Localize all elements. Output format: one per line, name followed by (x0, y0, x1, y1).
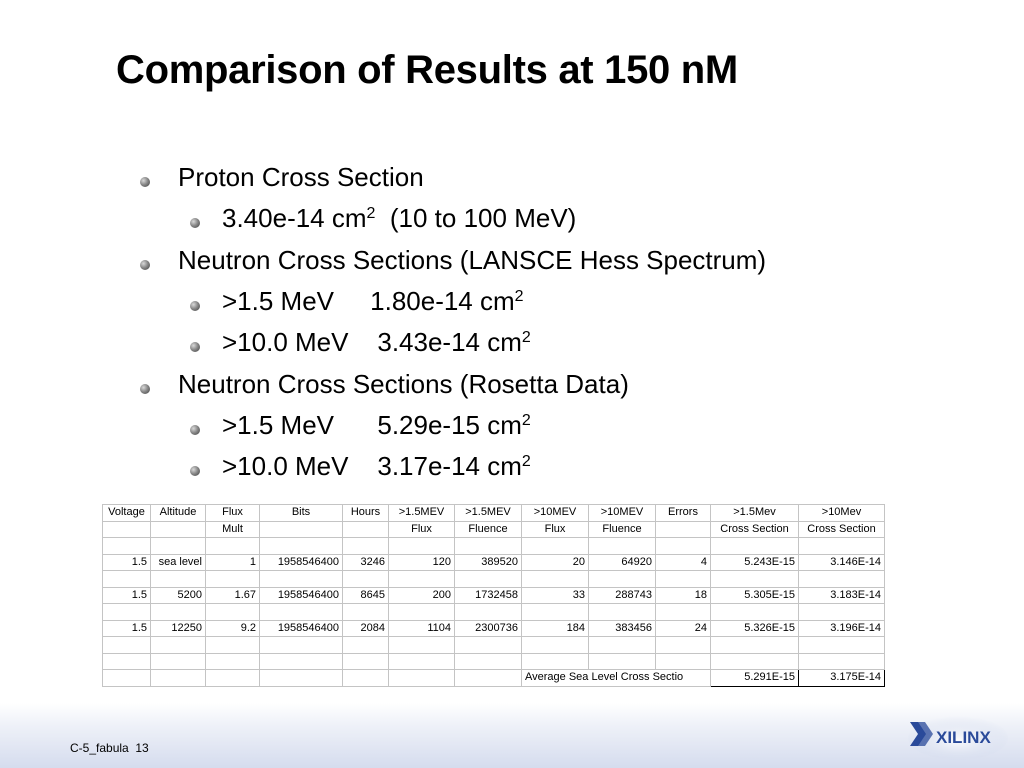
bullet-item (222, 451, 531, 481)
table-cell: 64920 (589, 554, 656, 571)
bullet-dot-icon (190, 466, 200, 476)
header-cell: Mult (206, 521, 260, 538)
superscript: 2 (521, 329, 531, 346)
table-cell: 9.2 (206, 620, 260, 637)
col-header-1-5mev-xsec: >1.5Mev (711, 505, 799, 522)
col-header-flux: Flux (206, 505, 260, 522)
bullet-text: >1.5 MeV 1.80e-14 cm (222, 286, 515, 316)
table-row (103, 620, 885, 637)
col-header-voltage: Voltage (103, 505, 151, 522)
superscript: 2 (514, 288, 524, 305)
header-cell (151, 521, 206, 538)
average-1-5mev-xsec: 5.291E-15 (711, 670, 799, 687)
bullet-item (222, 203, 576, 233)
col-header-1-5mev-fluence: >1.5MEV (455, 505, 522, 522)
results-table (102, 504, 885, 687)
footer-bar (0, 703, 1024, 768)
col-header-altitude: Altitude (151, 505, 206, 522)
header-cell (103, 521, 151, 538)
bullet-item (222, 410, 531, 440)
table-cell: 12250 (151, 620, 206, 637)
table-cell: 5.243E-15 (711, 554, 799, 571)
bullet-item (222, 286, 524, 316)
bullet-dot-icon (190, 301, 200, 311)
col-header-hours: Hours (343, 505, 389, 522)
col-header-bits: Bits (260, 505, 343, 522)
superscript: 2 (521, 412, 531, 429)
table-body (103, 505, 885, 687)
bullet-text: >1.5 MeV 5.29e-15 cm (222, 410, 522, 440)
table-cell: sea level (151, 554, 206, 571)
header-cell: Flux (389, 521, 455, 538)
table-cell: 389520 (455, 554, 522, 571)
table-cell: 1958546400 (260, 587, 343, 604)
bullet-suffix: (10 to 100 MeV) (375, 203, 577, 233)
spacer-row (103, 604, 885, 621)
header-cell: Cross Section (711, 521, 799, 538)
bullet-text: >10.0 MeV 3.43e-14 cm (222, 327, 522, 357)
table-cell: 1.67 (206, 587, 260, 604)
col-header-errors: Errors (656, 505, 711, 522)
table-cell: 3.146E-14 (799, 554, 885, 571)
average-row (103, 670, 885, 687)
spacer-row (103, 571, 885, 588)
bullet-text: >10.0 MeV 3.17e-14 cm (222, 451, 522, 481)
table-cell: 383456 (589, 620, 656, 637)
table-cell: 1104 (389, 620, 455, 637)
header-cell (343, 521, 389, 538)
table-cell: 120 (389, 554, 455, 571)
header-cell (260, 521, 343, 538)
table-cell: 2300736 (455, 620, 522, 637)
header-cell: Cross Section (799, 521, 885, 538)
table-cell: 5.326E-15 (711, 620, 799, 637)
table-row (103, 587, 885, 604)
header-cell: Flux (522, 521, 589, 538)
header-row (103, 521, 885, 538)
table-cell: 18 (656, 587, 711, 604)
bullet-dot-icon (190, 218, 200, 228)
table-cell: 2084 (343, 620, 389, 637)
table-cell: 20 (522, 554, 589, 571)
slide-footer-label: C-5_fabula 13 (70, 741, 149, 755)
bullet-dot-icon (140, 384, 150, 394)
bullet-item (178, 369, 629, 399)
table-cell: 1.5 (103, 620, 151, 637)
table-cell: 200 (389, 587, 455, 604)
bullet-dot-icon (190, 342, 200, 352)
header-cell: Fluence (589, 521, 656, 538)
table-cell: 5200 (151, 587, 206, 604)
header-row (103, 505, 885, 522)
xilinx-logo-icon (908, 712, 1008, 760)
superscript: 2 (521, 453, 531, 470)
col-header-10mev-xsec: >10Mev (799, 505, 885, 522)
table-cell: 3246 (343, 554, 389, 571)
table-cell: 3.196E-14 (799, 620, 885, 637)
bullet-item (222, 327, 531, 357)
table-row (103, 554, 885, 571)
table-cell: 4 (656, 554, 711, 571)
spacer-row (103, 653, 885, 670)
average-label: Average Sea Level Cross Sectio (522, 670, 711, 687)
table-cell: 184 (522, 620, 589, 637)
bullet-text: Proton Cross Section (178, 162, 424, 192)
bullet-dot-icon (140, 177, 150, 187)
spacer-row (103, 538, 885, 555)
spacer-row (103, 637, 885, 654)
bullet-item (178, 162, 424, 192)
col-header-10mev-fluence: >10MEV (589, 505, 656, 522)
table-cell: 24 (656, 620, 711, 637)
table-cell: 8645 (343, 587, 389, 604)
table-cell: 288743 (589, 587, 656, 604)
table-cell: 1732458 (455, 587, 522, 604)
average-10mev-xsec: 3.175E-14 (799, 670, 885, 687)
table-cell: 5.305E-15 (711, 587, 799, 604)
table-cell: 1958546400 (260, 620, 343, 637)
header-cell: Fluence (455, 521, 522, 538)
table-cell: 33 (522, 587, 589, 604)
table-cell: 1 (206, 554, 260, 571)
bullet-text: 3.40e-14 cm (222, 203, 367, 233)
bullet-text: Neutron Cross Sections (LANSCE Hess Spectrum) (178, 245, 767, 275)
slide-title: Comparison of Results at 150 nM (116, 48, 738, 92)
table-cell: 1958546400 (260, 554, 343, 571)
table-cell: 3.183E-14 (799, 587, 885, 604)
bullet-dot-icon (140, 260, 150, 270)
col-header-1-5mev-flux: >1.5MEV (389, 505, 455, 522)
bullet-dot-icon (190, 425, 200, 435)
logo-text: XILINX (936, 728, 991, 747)
superscript: 2 (366, 205, 376, 222)
table-cell: 1.5 (103, 587, 151, 604)
bullet-item (178, 245, 766, 275)
col-header-10mev-flux: >10MEV (522, 505, 589, 522)
header-cell (656, 521, 711, 538)
bullet-text: Neutron Cross Sections (Rosetta Data) (178, 369, 629, 399)
table-cell: 1.5 (103, 554, 151, 571)
